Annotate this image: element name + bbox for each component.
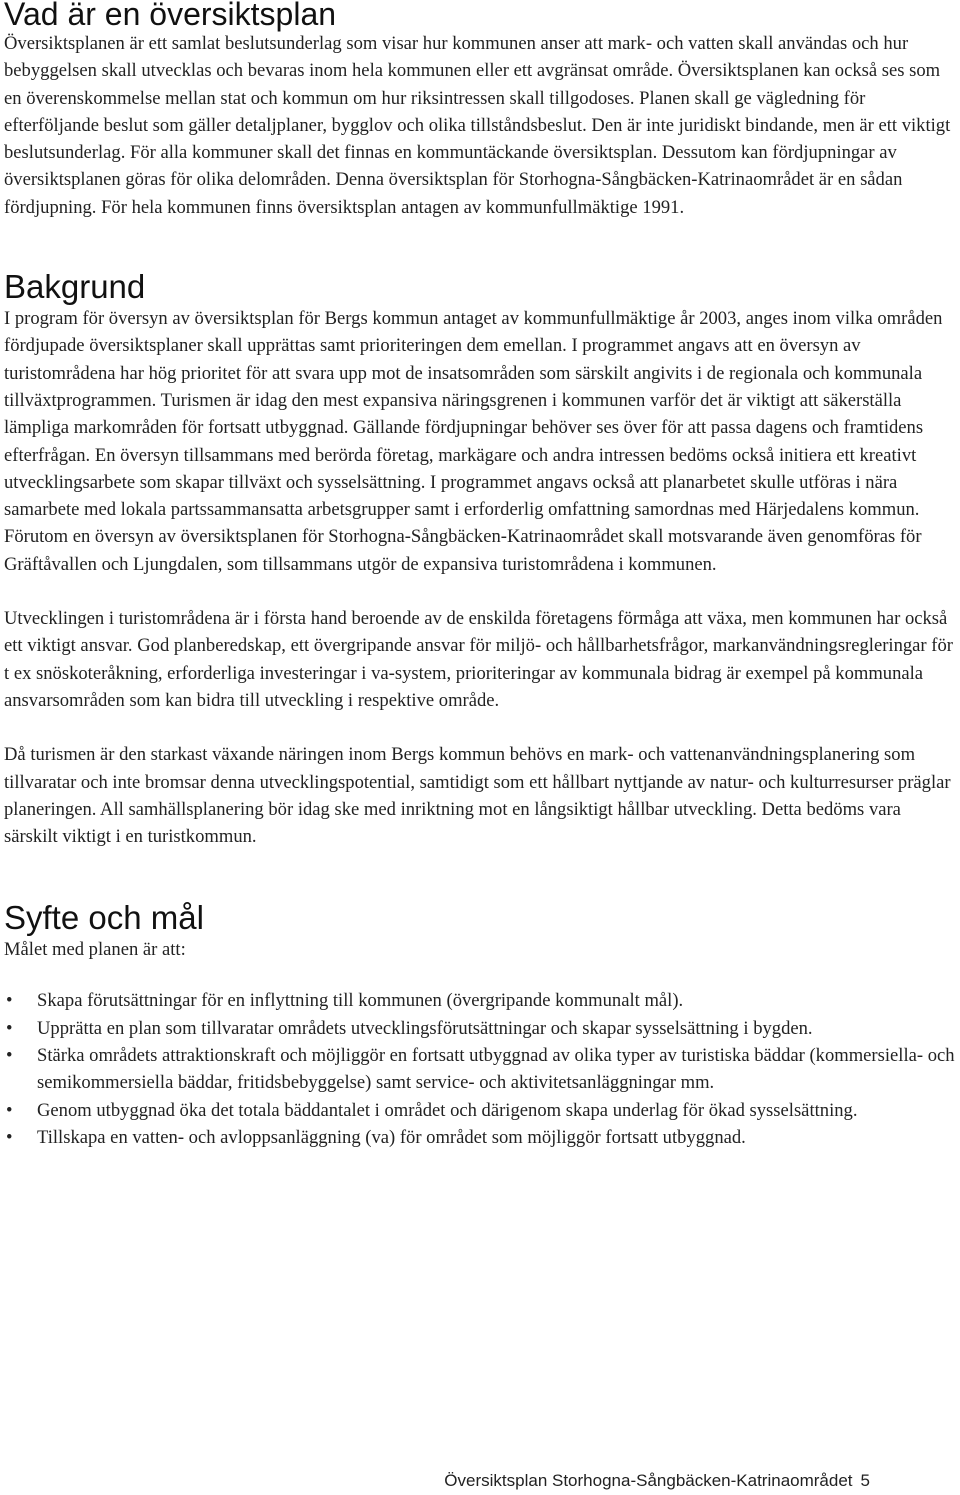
paragraph-background-2: Utvecklingen i turistområdena är i första hand beroende av de enskilda företagens förmåga att växa, men kommunen har också ett viktigt ansvar. God planberedskap, ett övergripande ansvar för miljö- och hållbarhetsfrågor, markanvändningsregleringar för t ex snöskoteråkning, erforderliga investeringar i va-system, prioriteringar av kommunala bidrag är exempel på kommunala ansvarsområden som kan bidra till utveckling i respektive område.	[4, 608, 953, 711]
document-page	[4, 0, 956, 1151]
goals-list	[4, 987, 956, 1151]
goal-text: Genom utbyggnad öka det totala bäddantalet i området och därigenom skapa underlag för ökad sysselsättning.	[37, 1099, 858, 1121]
list-item	[4, 1015, 956, 1042]
page-footer	[444, 1471, 870, 1491]
heading-background: Bakgrund	[4, 268, 146, 306]
footer-title: Översiktsplan Storhogna-Sångbäcken-Katrinaområdet	[444, 1471, 853, 1490]
bullet-icon: •	[6, 990, 13, 1012]
list-item	[4, 1097, 956, 1124]
paragraph-background-3: Då turismen är den starkast växande näringen inom Bergs kommun behövs en mark- och vattenanvändningsplanering som tillvaratar och inte bromsar denna utvecklingspotential, samtidigt som ett hållbart nyttjande av natur- och kulturresurser präglar planeringen. All samhällsplanering bör idag ske med inriktning mot en långsiktigt hållbar utveckling. Detta bedöms vara särskilt viktigt i en turistkommun.	[4, 744, 951, 848]
page-number: 5	[860, 1471, 870, 1490]
goal-text: Upprätta en plan som tillvaratar områdets utvecklingsförutsättningar och skapar sysselsättning i bygden.	[37, 1017, 813, 1039]
list-item	[4, 1124, 956, 1151]
heading-purpose: Syfte och mål	[4, 899, 204, 937]
list-item	[4, 1042, 956, 1097]
bullet-icon: •	[6, 1017, 13, 1039]
goal-text: Skapa förutsättningar för en inflyttning till kommunen (övergripande kommunalt mål).	[37, 990, 684, 1012]
paragraph-overview: Översiktsplanen är ett samlat beslutsunderlag som visar hur kommunen anser att mark- och vatten skall användas och hur bebyggelsen skall utvecklas och bevaras inom hela kommunen eller ett avgränsat område. Översiktsplanen kan också ses som en överenskommelse mellan stat och kommun om hur riksintressen skall tillgodoses. Planen skall ge vägledning för efterföljande beslut som gäller detaljplaner, bygglov och olika tillståndsbeslut. Den är inte juridiskt bindande, men är ett viktigt beslutsunderlag. För alla kommuner skall det finnas en kommuntäckande översiktsplan. Dessutom kan fördjupningar av översiktsplanen göras för olika delområden. Denna översiktsplan för Storhogna-Sångbäcken-Katrinaområdet är en sådan fördjupning. För hela kommunen finns översiktsplan antagen av kommunfullmäktige 1991.	[4, 33, 951, 218]
paragraph-background-1: I program för översyn av översiktsplan för Bergs kommun antaget av kommunfullmäktige år 2003, anges inom vilka områden fördjupade översiktsplaner skall upprättas samt prioriteringen dem emellan. I programmet angavs att en översyn av turistområdena har hög prioritet för att svara upp mot de insatsområden som särskilt angivits i de regionala och kommunala tillväxtprogrammen. Turismen är idag den mest expansiva näringsgrenen i kommunen varför det är viktigt att säkerställa lämpliga markområden för fortsatt utbyggnad. Gällande fördjupningar behöver ses över för att passa dagens och framtidens efterfrågan. En översyn tillsammans med berörda företag, markägare och andra intressen bedöms också initiera ett kreativt utvecklingsarbete som skapar tillväxt och sysselsättning. I programmet angavs också att planarbetet skulle utföras i nära samarbete med lokala partssammansatta arbetsgrupper samt i erforderlig omfattning samordnas med Härjedalens kommun. Förutom en översyn av översiktsplanen för Storhogna-Sångbäcken-Katrinaområdet skall motsvarande även genomföras för Gräftåvallen och Ljungdalen, som tillsammans utgör de expansiva turistområdena i kommunen.	[4, 308, 943, 575]
goal-text: Tillskapa en vatten- och avloppsanläggning (va) för området som möjliggör fortsatt utbyggnad.	[37, 1126, 746, 1148]
purpose-intro: Målet med planen är att:	[4, 939, 186, 961]
heading-overview: Vad är en översiktsplan	[4, 0, 337, 32]
bullet-icon: •	[6, 1099, 13, 1121]
bullet-icon: •	[6, 1126, 13, 1148]
list-item	[4, 987, 956, 1014]
goal-text: Stärka områdets attraktionskraft och möjliggör en fortsatt utbyggnad av olika typer av turistiska bäddar (kommersiella- och semikommersiella bäddar, fritidsbebyggelse) samt service- och aktivitetsanläggningar mm.	[37, 1045, 955, 1094]
bullet-icon: •	[6, 1045, 13, 1067]
